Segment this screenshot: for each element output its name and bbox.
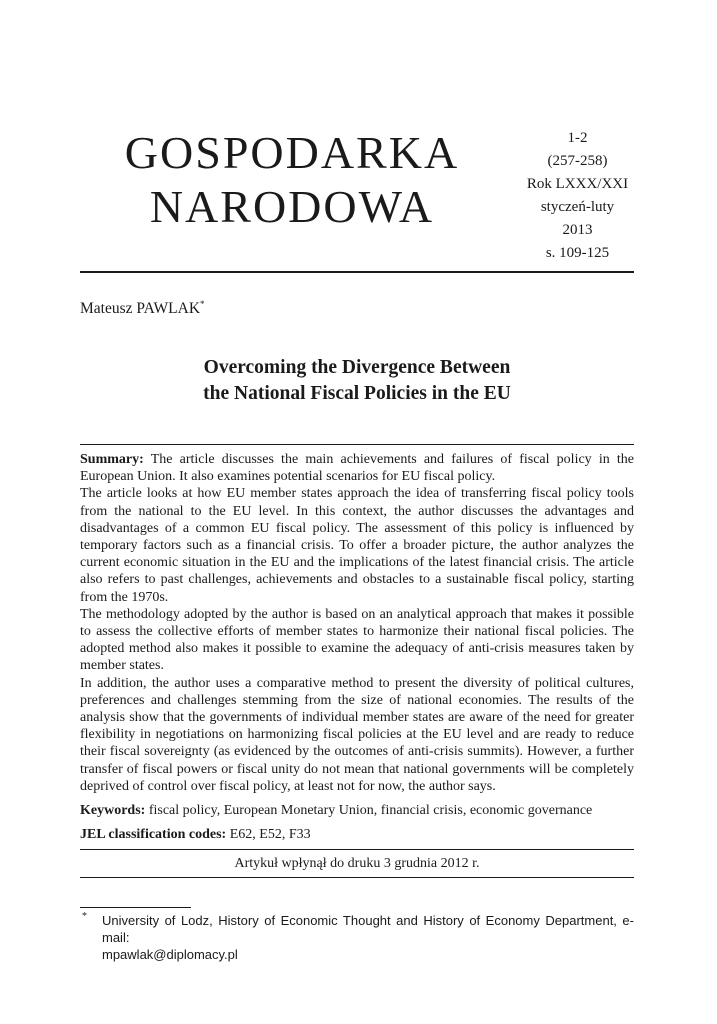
summary-label: Summary: xyxy=(80,452,144,467)
header-divider xyxy=(80,271,634,273)
received-bottom-rule xyxy=(80,877,634,878)
summary-paragraph: Summary: The article discusses the main achievements and failures of fiscal policy in the European Union. It also examines potential scenarios for EU fiscal policy. xyxy=(80,452,634,485)
footnote xyxy=(102,912,634,963)
jel-label: JEL classification codes: xyxy=(80,827,227,842)
footnote-rule xyxy=(80,907,191,908)
journal-title-line1: GOSPODARKA xyxy=(124,127,460,178)
jel-text: E62, E52, F33 xyxy=(229,827,311,842)
journal-title-line2: NARODOWA xyxy=(149,181,435,232)
author-footnote-mark: * xyxy=(200,299,205,309)
author-name: Mateusz PAWLAK xyxy=(80,300,201,317)
keywords-label: Keywords: xyxy=(80,803,146,818)
keywords xyxy=(80,803,634,819)
summary xyxy=(80,451,634,795)
keywords-text: fiscal policy, European Monetary Union, financial crisis, economic governance xyxy=(148,803,593,818)
issue-info xyxy=(510,127,645,265)
issue-number-cumulative: (257-258) xyxy=(547,153,608,169)
article-title-line1: Overcoming the Divergence Between xyxy=(203,357,511,378)
author xyxy=(80,299,205,318)
summary-paragraph: The methodology adopted by the author is based on an analytical approach that makes it possible to assess the collective efforts of member states to harmonize their national fiscal policies. The adopted method also makes it possible to examine the adequacy of anti-crisis measures taken by member states. xyxy=(80,606,634,674)
issue-year-volume: Rok LXXX/XXI xyxy=(526,176,629,192)
summary-paragraph: The article looks at how EU member states approach the idea of transferring fiscal policy tools from the national to the EU level. In this context, the author discusses the advantages and disadvantages of a common EU fiscal policy. The assessment of this policy is influenced by temporary factors such as a financial crisis. To offer a broader picture, the author analyzes the current economic situation in the EU and the implications of the latest financial crisis. The article also refers to past challenges, achievements and obstacles to a sustainable fiscal policy, starting from the 1970s. xyxy=(80,486,634,605)
journal-title xyxy=(102,126,482,234)
received-date: Artykuł wpłynął do druku 3 grudnia 2012 r. xyxy=(234,856,480,871)
jel-codes xyxy=(80,827,634,843)
footnote-mark: * xyxy=(82,911,87,922)
issue-months: styczeń-luty xyxy=(540,199,615,215)
article-title-line2: the National Fiscal Policies in the EU xyxy=(203,383,511,404)
issue-year: 2013 xyxy=(562,222,593,238)
issue-number: 1-2 xyxy=(567,130,588,146)
footnote-affiliation: University of Lodz, History of Economic Thought and History of Economy Department, e-mail: xyxy=(102,913,634,945)
summary-top-rule xyxy=(80,444,634,445)
received-top-rule xyxy=(80,849,634,850)
footnote-email: mpawlak@diplomacy.pl xyxy=(102,947,238,962)
summary-paragraph: In addition, the author uses a comparative method to present the diversity of political cultures, preferences and challenges stemming from the size of national economies. The results of the analysis show that the governments of individual member states are aware of the need for greater flexibility in negotiations on harmonizing fiscal policies at the EU level and are ready to reduce their fiscal sovereignty (as evidenced by the outcomes of anti-crisis summits). However, a further transfer of fiscal powers or fiscal unity do not mean that national governments will be completely deprived of control over fiscal policy, at least not for now, the author says. xyxy=(80,675,634,794)
issue-pages: s. 109-125 xyxy=(545,245,610,261)
article-title xyxy=(80,355,634,407)
